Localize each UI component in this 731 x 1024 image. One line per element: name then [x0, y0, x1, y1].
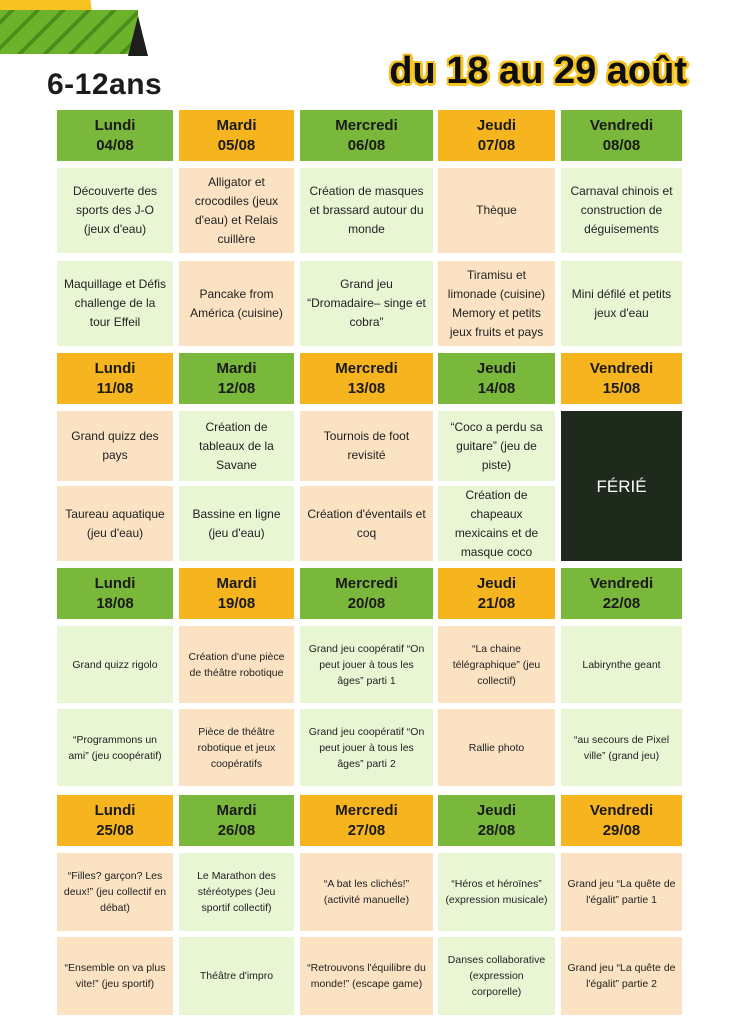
day-header	[561, 110, 682, 161]
day-name: Lundi	[94, 574, 136, 592]
activity-cell: Création d'éventails et coq	[300, 486, 433, 561]
day-name: Lundi	[94, 801, 136, 819]
activity-cell: Grand jeu “Dromadaire– singe et cobra”	[300, 261, 433, 346]
day-name: Jeudi	[476, 116, 517, 134]
activity-cell: Tournois de foot revisité	[300, 411, 433, 481]
day-header	[438, 795, 555, 846]
day-date: 19/08	[217, 594, 256, 612]
day-name: Mardi	[216, 116, 257, 134]
day-header	[300, 110, 433, 161]
activity-cell: Tiramisu et limonade (cuisine) Memory et petits jeux fruits et pays	[438, 261, 555, 346]
activity-cell: “La chaine télégraphique” (jeu collectif)	[438, 626, 555, 703]
activity-cell: “Filles? garçon? Les deux!” (jeu collectif en débat)	[57, 853, 173, 931]
day-name: Lundi	[94, 116, 136, 134]
activity-cell: Alligator et crocodiles (jeux d'eau) et Relais cuillère	[179, 168, 294, 253]
day-name: Vendredi	[589, 116, 654, 134]
activity-cell: Théâtre d'impro	[179, 937, 294, 1015]
day-date: 12/08	[217, 379, 256, 397]
day-name: Vendredi	[589, 359, 654, 377]
day-header	[561, 353, 682, 404]
activity-cell: “au secours de Pixel ville” (grand jeu)	[561, 709, 682, 786]
activity-cell: Grand jeu “La quête de l'égalit” partie 1	[561, 853, 682, 931]
activity-cell: Grand quizz des pays	[57, 411, 173, 481]
activity-cell: Création d'une pièce de théâtre robotique	[179, 626, 294, 703]
age-range-title: 6-12ans	[47, 68, 163, 101]
day-header	[438, 353, 555, 404]
day-name: Jeudi	[476, 574, 517, 592]
activity-cell: Grand jeu coopératif “On peut jouer à tous les âges” parti 1	[300, 626, 433, 703]
day-date: 21/08	[477, 594, 516, 612]
day-date: 07/08	[477, 136, 516, 154]
day-header	[179, 568, 294, 619]
activity-cell: Labirynthe geant	[561, 626, 682, 703]
day-date: 13/08	[347, 379, 386, 397]
activity-cell: Taureau aquatique (jeu d'eau)	[57, 486, 173, 561]
day-header	[300, 795, 433, 846]
day-date: 15/08	[602, 379, 641, 397]
activity-cell: “A bat les clichés!” (activité manuelle)	[300, 853, 433, 931]
activity-cell: Grand jeu “La quête de l'égalit” partie 2	[561, 937, 682, 1015]
day-header	[561, 795, 682, 846]
activity-cell: Création de chapeaux mexicains et de masque coco	[438, 486, 555, 561]
day-header	[561, 568, 682, 619]
day-name: Mardi	[216, 359, 257, 377]
day-date: 08/08	[602, 136, 641, 154]
day-date: 26/08	[217, 821, 256, 839]
activity-cell: Découverte des sports des J-O (jeux d'eau)	[57, 168, 173, 253]
activity-cell: Danses collaborative (expression corporelle)	[438, 937, 555, 1015]
day-date: 14/08	[477, 379, 516, 397]
date-range-title: du 18 au 29 août	[389, 50, 687, 92]
corner-decoration	[0, 0, 160, 70]
day-name: Mercredi	[335, 116, 398, 134]
day-date: 05/08	[217, 136, 256, 154]
activity-cell: “Ensemble on va plus vite!” (jeu sportif)	[57, 937, 173, 1015]
activity-cell: Création de tableaux de la Savane	[179, 411, 294, 481]
day-date: 18/08	[96, 594, 134, 612]
day-name: Mercredi	[335, 359, 398, 377]
day-header	[300, 568, 433, 619]
day-header	[57, 353, 173, 404]
activity-cell: Création de masques et brassard autour du monde	[300, 168, 433, 253]
activity-cell: Rallie photo	[438, 709, 555, 786]
activity-cell: Carnaval chinois et construction de déguisements	[561, 168, 682, 253]
day-header	[179, 353, 294, 404]
day-date: 11/08	[96, 379, 134, 397]
day-header	[179, 110, 294, 161]
day-header	[438, 110, 555, 161]
day-date: 04/08	[96, 136, 134, 154]
day-date: 22/08	[602, 594, 641, 612]
day-name: Mardi	[216, 801, 257, 819]
activity-cell: Pièce de théâtre robotique et jeux coopératifs	[179, 709, 294, 786]
day-date: 20/08	[347, 594, 386, 612]
day-date: 28/08	[477, 821, 516, 839]
activity-cell: Maquillage et Défis challenge de la tour Effeil	[57, 261, 173, 346]
activity-cell: “Programmons un ami” (jeu coopératif)	[57, 709, 173, 786]
day-name: Mercredi	[335, 801, 398, 819]
day-name: Vendredi	[589, 574, 654, 592]
day-name: Jeudi	[476, 801, 517, 819]
day-name: Lundi	[94, 359, 136, 377]
activity-cell: Pancake from América (cuisine)	[179, 261, 294, 346]
activity-cell: “Retrouvons l'équilibre du monde!” (escape game)	[300, 937, 433, 1015]
activity-cell: Bassine en ligne (jeu d'eau)	[179, 486, 294, 561]
holiday-cell: FÉRIÉ	[561, 411, 682, 561]
day-date: 29/08	[602, 821, 641, 839]
activity-cell: Thèque	[438, 168, 555, 253]
day-header	[438, 568, 555, 619]
activity-cell: Grand jeu coopératif “On peut jouer à tous les âges” parti 2	[300, 709, 433, 786]
day-header	[57, 568, 173, 619]
day-date: 06/08	[347, 136, 386, 154]
day-name: Mardi	[216, 574, 257, 592]
activity-cell: Mini défilé et petits jeux d'eau	[561, 261, 682, 346]
day-name: Mercredi	[335, 574, 398, 592]
day-header	[179, 795, 294, 846]
activity-cell: Grand quizz rigolo	[57, 626, 173, 703]
activity-cell: “Coco a perdu sa guitare” (jeu de piste)	[438, 411, 555, 481]
day-header	[57, 110, 173, 161]
day-header	[300, 353, 433, 404]
activity-cell: Le Marathon des stéréotypes (Jeu sportif collectif)	[179, 853, 294, 931]
day-date: 25/08	[96, 821, 134, 839]
day-header	[57, 795, 173, 846]
day-name: Vendredi	[589, 801, 654, 819]
activity-cell: “Héros et héroïnes” (expression musicale)	[438, 853, 555, 931]
day-date: 27/08	[347, 821, 386, 839]
day-name: Jeudi	[476, 359, 517, 377]
